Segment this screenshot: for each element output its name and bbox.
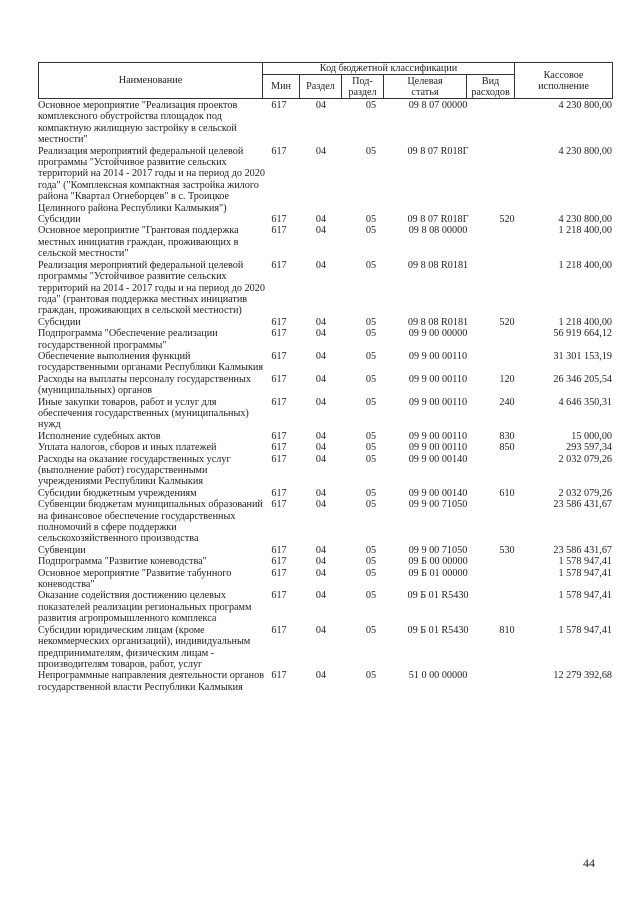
table-row <box>38 499 612 545</box>
table-row <box>38 225 612 259</box>
row-celevaya: 09 Б 01 00000 <box>408 567 468 579</box>
row-celevaya: 09 9 00 00140 <box>408 487 468 499</box>
row-podrazdel: 05 <box>365 100 377 111</box>
header-code-group: Код бюджетной классификации <box>263 63 515 75</box>
row-sum: 1 218 400,00 <box>558 316 612 328</box>
row-podrazdel: 05 <box>365 624 377 636</box>
row-sum: 4 646 350,31 <box>558 396 612 408</box>
table-row <box>38 670 612 693</box>
row-podrazdel: 05 <box>365 670 377 682</box>
row-podrazdel: 05 <box>365 225 377 237</box>
row-celevaya: 51 0 00 00000 <box>408 670 468 682</box>
row-name: Субвенции бюджетам муниципальных образований на финансовое обеспечение государственных полномочий в сфере поддержки сельскохозяйственного производства <box>38 499 263 545</box>
row-podrazdel: 05 <box>365 396 377 408</box>
row-min: 617 <box>271 670 287 682</box>
row-celevaya: 09 8 07 R018Г <box>407 214 469 226</box>
row-podrazdel: 05 <box>365 544 377 556</box>
row-celevaya: 09 9 00 00000 <box>408 328 468 340</box>
row-podrazdel: 05 <box>365 430 377 442</box>
table-header <box>38 62 613 99</box>
row-celevaya: 09 9 00 00110 <box>408 430 468 442</box>
row-podrazdel: 05 <box>365 350 377 362</box>
row-razdel: 04 <box>315 442 327 454</box>
table-row <box>38 568 612 591</box>
row-min: 617 <box>271 567 287 579</box>
table-row <box>38 328 612 351</box>
row-celevaya: 09 8 07 R018Г <box>407 145 469 157</box>
row-razdel: 04 <box>315 396 327 408</box>
row-sum: 26 346 205,54 <box>553 373 612 385</box>
row-podrazdel: 05 <box>365 145 377 157</box>
row-name: Субсидии бюджетным учреждениям <box>38 487 197 499</box>
row-razdel: 04 <box>315 214 327 226</box>
table-row <box>38 590 612 624</box>
row-min: 617 <box>271 259 287 271</box>
row-celevaya: 09 9 00 71050 <box>408 499 468 511</box>
row-celevaya: 09 9 00 00110 <box>408 350 468 362</box>
row-sum: 1 578 947,41 <box>558 590 612 602</box>
row-name: Основное мероприятие "Реализация проектов комплексного обустройства площадок под компактную жилищную застройку в сельской местности" <box>38 100 238 146</box>
row-razdel: 04 <box>315 544 327 556</box>
row-razdel: 04 <box>315 567 327 579</box>
row-name: Уплата налогов, сборов и иных платежей <box>38 442 217 454</box>
row-celevaya: 09 9 00 00110 <box>408 442 468 454</box>
header-sum: Кассовое исполнение <box>515 63 613 99</box>
table-row <box>38 374 612 397</box>
row-name: Основное мероприятие "Развитие табунного коневодства" <box>38 567 232 591</box>
row-razdel: 04 <box>315 350 327 362</box>
row-celevaya: 09 Б 01 R5430 <box>407 590 469 602</box>
row-celevaya: 09 9 00 71050 <box>408 544 468 556</box>
table-row <box>38 442 612 453</box>
header-vid: Вид расходов <box>467 75 515 99</box>
row-min: 617 <box>271 544 287 556</box>
table-row <box>38 488 612 499</box>
table-row <box>38 146 612 214</box>
row-celevaya: 09 8 07 00000 <box>408 100 468 111</box>
row-name: Подпрограмма "Обеспечение реализации государственной программы" <box>38 328 218 351</box>
row-podrazdel: 05 <box>365 214 377 226</box>
row-celevaya: 09 Б 01 R5430 <box>407 624 469 636</box>
row-razdel: 04 <box>315 259 327 271</box>
row-podrazdel: 05 <box>365 316 377 328</box>
row-name: Исполнение судебных актов <box>38 430 161 442</box>
table-body <box>38 100 612 693</box>
row-sum: 1 218 400,00 <box>558 259 612 271</box>
row-podrazdel: 05 <box>365 259 377 271</box>
row-min: 617 <box>271 442 287 454</box>
row-razdel: 04 <box>315 453 327 465</box>
row-sum: 1 578 947,41 <box>558 624 612 636</box>
row-razdel: 04 <box>315 556 327 568</box>
row-min: 617 <box>271 396 287 408</box>
header-podrazdel: Под- раздел <box>342 75 384 99</box>
row-vid: 520 <box>499 214 515 226</box>
row-name: Субвенции <box>38 544 86 556</box>
row-name: Иные закупки товаров, работ и услуг для обеспечения государственных (муниципальных) нужд <box>38 396 249 431</box>
row-name: Непрограммные направления деятельности органов государственной власти Республики Калмыкия <box>38 670 265 693</box>
row-sum: 4 230 800,00 <box>558 100 612 111</box>
row-min: 617 <box>271 225 287 237</box>
row-name: Основное мероприятие "Грантовая поддержка местных инициатив граждан, проживающих в сельской местности" <box>38 225 239 260</box>
table-row <box>38 397 612 431</box>
table-row <box>38 317 612 328</box>
row-name: Оказание содействия достижению целевых показателей реализации региональных программ развития агропромышленного комплекса <box>38 590 252 625</box>
table-row <box>38 454 612 488</box>
row-celevaya: 09 8 08 00000 <box>408 225 468 237</box>
table-row <box>38 351 612 374</box>
row-name: Обеспечение выполнения функций государственными органами Республики Калмыкия <box>38 350 264 374</box>
row-podrazdel: 05 <box>365 373 377 385</box>
row-podrazdel: 05 <box>365 567 377 579</box>
table-row <box>38 431 612 442</box>
row-razdel: 04 <box>315 328 327 340</box>
row-vid: 830 <box>499 430 515 442</box>
row-min: 617 <box>271 556 287 568</box>
row-min: 617 <box>271 590 287 602</box>
header-razdel: Раздел <box>300 75 342 99</box>
header-name: Наименование <box>39 63 263 99</box>
row-min: 617 <box>271 350 287 362</box>
row-razdel: 04 <box>315 430 327 442</box>
row-vid: 810 <box>499 624 515 636</box>
row-name: Расходы на оказание государственных услуг (выполнение работ) государственными учреждениями Республики Калмыкия <box>38 453 231 488</box>
row-podrazdel: 05 <box>365 328 377 340</box>
row-min: 617 <box>271 316 287 328</box>
row-sum: 4 230 800,00 <box>558 145 612 157</box>
row-min: 617 <box>271 328 287 340</box>
row-sum: 1 218 400,00 <box>558 225 612 237</box>
row-sum: 56 919 664,12 <box>553 328 612 340</box>
row-sum: 31 301 153,19 <box>553 350 612 362</box>
row-sum: 1 578 947,41 <box>558 567 612 579</box>
row-vid: 850 <box>499 442 515 454</box>
header-min: Мин <box>263 75 300 99</box>
row-celevaya: 09 8 08 R0181 <box>407 316 469 328</box>
row-razdel: 04 <box>315 373 327 385</box>
table-row <box>38 556 612 567</box>
row-min: 617 <box>271 430 287 442</box>
row-podrazdel: 05 <box>365 590 377 602</box>
row-sum: 12 279 392,68 <box>553 670 612 682</box>
row-min: 617 <box>271 453 287 465</box>
row-min: 617 <box>271 499 287 511</box>
table-row <box>38 625 612 671</box>
row-name: Субсидии юридическим лицам (кроме некоммерческих организаций), индивидуальным предпринимателям, физическим лицам - производителям товаров, работ, услуг <box>38 624 251 670</box>
row-name: Субсидии <box>38 214 81 226</box>
row-sum: 2 032 079,26 <box>558 487 612 499</box>
row-razdel: 04 <box>315 100 327 111</box>
row-razdel: 04 <box>315 499 327 511</box>
row-name: Субсидии <box>38 316 81 328</box>
table-row <box>38 214 612 225</box>
row-vid: 530 <box>499 544 515 556</box>
row-sum: 2 032 079,26 <box>558 453 612 465</box>
row-celevaya: 09 9 00 00140 <box>408 453 468 465</box>
header-celevaya: Целевая статья <box>384 75 467 99</box>
row-name: Реализация мероприятий федеральной целевой программы "Устойчивое развитие сельских территорий на 2014 - 2017 годы и на период до 2020 года" ("Комплексная компактная застройка жилого района "Квартал Огнеборцев" в с. Троицкое Целинного района Республики Калмыкия") <box>38 145 265 214</box>
row-celevaya: 09 8 08 R0181 <box>407 259 469 271</box>
row-sum: 4 230 800,00 <box>558 214 612 226</box>
table-row <box>38 260 612 317</box>
row-name: Подпрограмма "Развитие коневодства" <box>38 556 207 568</box>
page-number: 44 <box>583 856 595 870</box>
row-sum: 293 597,34 <box>566 442 612 454</box>
row-sum: 23 586 431,67 <box>553 499 612 511</box>
row-celevaya: 09 Б 00 00000 <box>408 556 468 568</box>
row-podrazdel: 05 <box>365 499 377 511</box>
row-razdel: 04 <box>315 590 327 602</box>
row-min: 617 <box>271 624 287 636</box>
row-razdel: 04 <box>315 670 327 682</box>
row-sum: 1 578 947,41 <box>558 556 612 568</box>
table-row <box>38 545 612 556</box>
row-vid: 610 <box>499 487 515 499</box>
row-razdel: 04 <box>315 624 327 636</box>
row-min: 617 <box>271 100 287 111</box>
row-razdel: 04 <box>315 145 327 157</box>
row-vid: 520 <box>499 316 515 328</box>
row-name: Реализация мероприятий федеральной целевой программы "Устойчивое развитие сельских территорий на 2014 - 2017 годы и на период до 2020 года" (грантовая поддержка местных инициатив граждан, проживающих в сельской местности) <box>38 259 265 317</box>
row-min: 617 <box>271 214 287 226</box>
row-sum: 15 000,00 <box>571 430 612 442</box>
row-podrazdel: 05 <box>365 442 377 454</box>
row-sum: 23 586 431,67 <box>553 544 612 556</box>
row-name: Расходы на выплаты персоналу государственных (муниципальных) органов <box>38 373 251 397</box>
row-podrazdel: 05 <box>365 556 377 568</box>
row-celevaya: 09 9 00 00110 <box>408 373 468 385</box>
row-vid: 120 <box>499 373 515 385</box>
row-podrazdel: 05 <box>365 453 377 465</box>
row-min: 617 <box>271 487 287 499</box>
row-min: 617 <box>271 145 287 157</box>
table-row <box>38 100 612 146</box>
row-min: 617 <box>271 373 287 385</box>
row-razdel: 04 <box>315 487 327 499</box>
row-podrazdel: 05 <box>365 487 377 499</box>
row-celevaya: 09 9 00 00110 <box>408 396 468 408</box>
row-razdel: 04 <box>315 316 327 328</box>
row-vid: 240 <box>499 396 515 408</box>
row-razdel: 04 <box>315 225 327 237</box>
